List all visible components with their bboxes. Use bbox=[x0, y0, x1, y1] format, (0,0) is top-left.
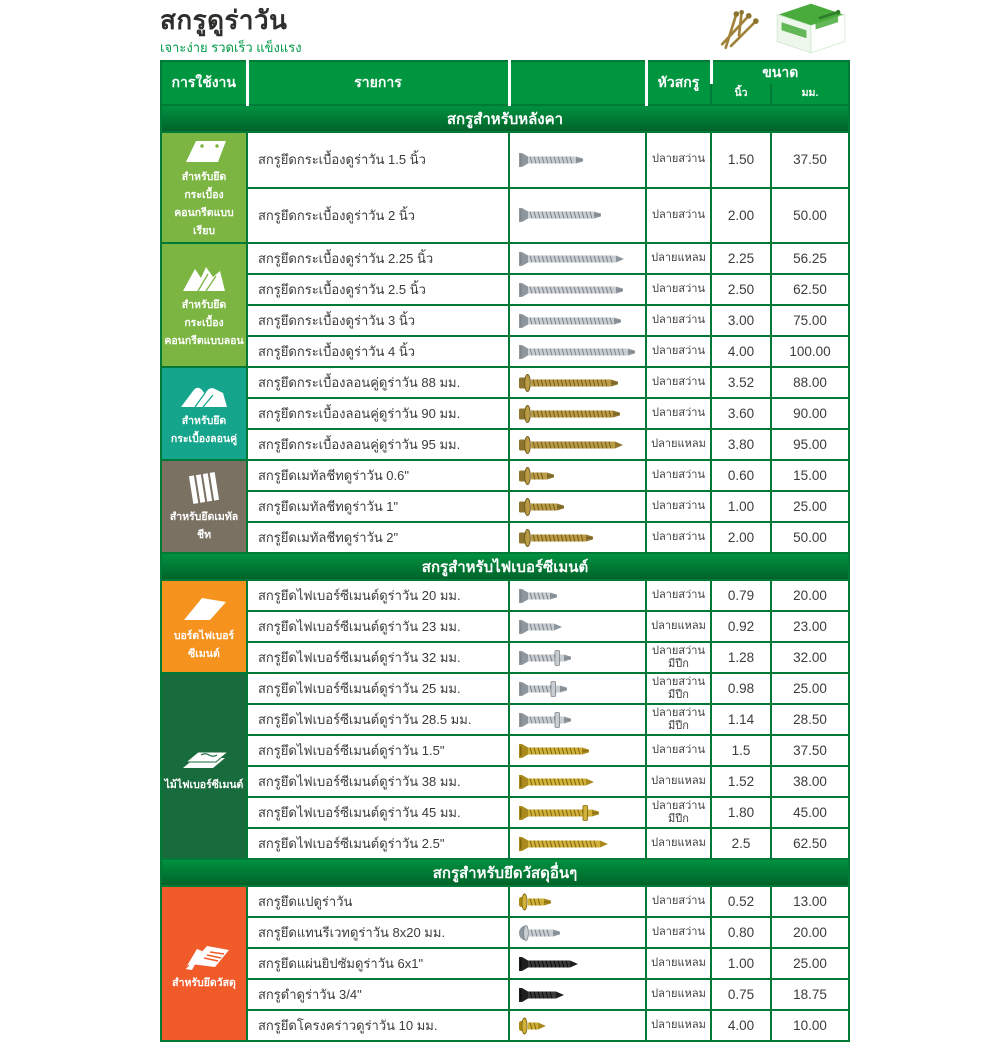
usage-group-cell bbox=[161, 367, 247, 460]
usage-group-label: สำหรับยึดกระเบื้อง คอนกรีตแบบเรียบ bbox=[174, 171, 234, 237]
inch-cell: 0.98 bbox=[711, 673, 771, 704]
item-name-cell: สกรูยึดกระเบื้องดูร่าวัน 2 นิ้ว bbox=[247, 188, 509, 244]
item-name-cell: สกรูยึดไฟเบอร์ซีเมนต์ดูร่าวัน 45 มม. bbox=[247, 797, 509, 828]
mm-cell: 28.50 bbox=[771, 704, 849, 735]
screw-image bbox=[509, 828, 646, 859]
table-header bbox=[161, 61, 849, 105]
item-name-cell: สกรูยึดเมทัลชีทดูร่าวัน 2" bbox=[247, 522, 509, 553]
usage-group-label: สำหรับยึดวัสดุ bbox=[172, 977, 236, 989]
item-name-cell: สกรูยึดแผ่นยิปซัมดูร่าวัน 6x1" bbox=[247, 948, 509, 979]
screw-image bbox=[509, 611, 646, 642]
item-name-cell: สกรูยึดแปดูร่าวัน bbox=[247, 886, 509, 917]
item-name-cell: สกรูยึดกระเบื้องดูร่าวัน 2.5 นิ้ว bbox=[247, 274, 509, 305]
screw-image bbox=[509, 491, 646, 522]
item-name-cell: สกรูยึดเมทัลชีทดูร่าวัน 0.6" bbox=[247, 460, 509, 491]
column-header-item: รายการ bbox=[247, 61, 509, 105]
table-row bbox=[161, 735, 849, 766]
inch-cell: 1.50 bbox=[711, 132, 771, 188]
head-type-cell: ปลายแหลม bbox=[646, 828, 711, 859]
item-name-cell: สกรูยึดไฟเบอร์ซีเมนต์ดูร่าวัน 25 มม. bbox=[247, 673, 509, 704]
table-row bbox=[161, 188, 849, 244]
mm-cell: 45.00 bbox=[771, 797, 849, 828]
item-name-cell: สกรูยึดเมทัลชีทดูร่าวัน 1" bbox=[247, 491, 509, 522]
head-type-cell: ปลายแหลม bbox=[646, 429, 711, 460]
screw-catalog-table bbox=[160, 60, 850, 1042]
screw-image bbox=[509, 429, 646, 460]
item-name-cell: สกรูยึดไฟเบอร์ซีเมนต์ดูร่าวัน 23 มม. bbox=[247, 611, 509, 642]
table-row bbox=[161, 367, 849, 398]
inch-cell: 0.92 bbox=[711, 611, 771, 642]
table-row bbox=[161, 886, 849, 917]
item-name-cell: สกรูยึดไฟเบอร์ซีเมนต์ดูร่าวัน 1.5" bbox=[247, 735, 509, 766]
item-name-cell: สกรูดำดูร่าวัน 3/4" bbox=[247, 979, 509, 1010]
head-type-cell: ปลายสว่าน bbox=[646, 886, 711, 917]
inch-cell: 2.00 bbox=[711, 188, 771, 244]
usage-group-label: บอร์ดไฟเบอร์ซีเมนต์ bbox=[173, 630, 235, 660]
item-name-cell: สกรูยึดไฟเบอร์ซีเมนต์ดูร่าวัน 28.5 มม. bbox=[247, 704, 509, 735]
inch-cell: 1.00 bbox=[711, 948, 771, 979]
head-type-cell: ปลายแหลม bbox=[646, 948, 711, 979]
mm-cell: 32.00 bbox=[771, 642, 849, 673]
inch-cell: 4.00 bbox=[711, 336, 771, 367]
screw-image bbox=[509, 917, 646, 948]
screw-image bbox=[509, 336, 646, 367]
head-type-cell: ปลายสว่าน bbox=[646, 305, 711, 336]
head-type-cell: ปลายสว่าน bbox=[646, 522, 711, 553]
head-type-cell: ปลายแหลม bbox=[646, 766, 711, 797]
table-row bbox=[161, 522, 849, 553]
table-row bbox=[161, 132, 849, 188]
mm-cell: 18.75 bbox=[771, 979, 849, 1010]
head-type-cell: ปลายแหลม bbox=[646, 979, 711, 1010]
inch-cell: 0.75 bbox=[711, 979, 771, 1010]
usage-group-label: สำหรับยึดกระเบื้อง คอนกรีตแบบลอน bbox=[164, 298, 244, 347]
screw-image bbox=[509, 460, 646, 491]
table-row bbox=[161, 243, 849, 274]
flat-tile-icon bbox=[176, 136, 232, 166]
item-name-cell: สกรูยึดกระเบื้องดูร่าวัน 1.5 นิ้ว bbox=[247, 132, 509, 188]
inch-cell: 2.50 bbox=[711, 274, 771, 305]
inch-cell: 3.00 bbox=[711, 305, 771, 336]
inch-cell: 0.80 bbox=[711, 917, 771, 948]
inch-cell: 1.80 bbox=[711, 797, 771, 828]
double-corrugated-tile-icon bbox=[176, 380, 232, 410]
table-row bbox=[161, 766, 849, 797]
screw-image bbox=[509, 132, 646, 188]
page-subtitle: เจาะง่าย รวดเร็ว แข็งแรง bbox=[160, 39, 302, 55]
usage-group-label: ไม้ไฟเบอร์ซีเมนต์ bbox=[164, 778, 244, 791]
table-row bbox=[161, 948, 849, 979]
mm-cell: 62.50 bbox=[771, 274, 849, 305]
head-type-cell: ปลายแหลม bbox=[646, 243, 711, 274]
usage-group-cell bbox=[161, 673, 247, 859]
head-type-cell: ปลายสว่าน bbox=[646, 132, 711, 188]
table-row bbox=[161, 797, 849, 828]
fiber-board-icon bbox=[176, 591, 232, 625]
mm-cell: 20.00 bbox=[771, 917, 849, 948]
usage-group-cell bbox=[161, 460, 247, 553]
section-header: สกรูสำหรับหลังคา bbox=[161, 105, 849, 132]
inch-cell: 2.25 bbox=[711, 243, 771, 274]
head-type-cell: ปลายสว่าน มีปีก bbox=[646, 797, 711, 828]
inch-cell: 0.79 bbox=[711, 580, 771, 611]
mm-cell: 15.00 bbox=[771, 460, 849, 491]
mm-cell: 56.25 bbox=[771, 243, 849, 274]
table-row bbox=[161, 979, 849, 1010]
mm-cell: 10.00 bbox=[771, 1010, 849, 1041]
mm-cell: 37.50 bbox=[771, 132, 849, 188]
screw-image bbox=[509, 243, 646, 274]
item-name-cell: สกรูยึดกระเบื้องลอนคู่ดูร่าวัน 90 มม. bbox=[247, 398, 509, 429]
metal-sheet-icon bbox=[176, 470, 232, 506]
section-header: สกรูสำหรับยึดวัสดุอื่นๆ bbox=[161, 859, 849, 886]
table-row bbox=[161, 611, 849, 642]
column-header-inch: นิ้ว bbox=[711, 84, 771, 105]
page-title: สกรูดูร่าวัน bbox=[160, 5, 288, 35]
column-header-size: ขนาด bbox=[711, 61, 849, 84]
inch-cell: 1.00 bbox=[711, 491, 771, 522]
screw-image bbox=[509, 305, 646, 336]
inch-cell: 3.52 bbox=[711, 367, 771, 398]
mm-cell: 25.00 bbox=[771, 491, 849, 522]
head-type-cell: ปลายสว่าน bbox=[646, 580, 711, 611]
item-name-cell: สกรูยึดกระเบื้องลอนคู่ดูร่าวัน 88 มม. bbox=[247, 367, 509, 398]
table-row bbox=[161, 1010, 849, 1041]
section-header: สกรูสำหรับไฟเบอร์ซีเมนต์ bbox=[161, 553, 849, 580]
table-row bbox=[161, 336, 849, 367]
mm-cell: 25.00 bbox=[771, 673, 849, 704]
item-name-cell: สกรูยึดไฟเบอร์ซีเมนต์ดูร่าวัน 20 มม. bbox=[247, 580, 509, 611]
screw-image bbox=[509, 797, 646, 828]
head-type-cell: ปลายสว่าน มีปีก bbox=[646, 673, 711, 704]
logo-area bbox=[708, 2, 848, 59]
table-row bbox=[161, 460, 849, 491]
screw-image bbox=[509, 580, 646, 611]
mm-cell: 75.00 bbox=[771, 305, 849, 336]
inch-cell: 1.5 bbox=[711, 735, 771, 766]
head-type-cell: ปลายสว่าน bbox=[646, 491, 711, 522]
head-type-cell: ปลายสว่าน มีปีก bbox=[646, 642, 711, 673]
usage-group-cell bbox=[161, 886, 247, 1041]
head-type-cell: ปลายแหลม bbox=[646, 1010, 711, 1041]
column-header-image bbox=[509, 61, 646, 105]
table-body bbox=[161, 105, 849, 1041]
inch-cell: 0.60 bbox=[711, 460, 771, 491]
item-name-cell: สกรูยึดกระเบื้องลอนคู่ดูร่าวัน 95 มม. bbox=[247, 429, 509, 460]
table-row bbox=[161, 580, 849, 611]
fiber-wood-icon bbox=[176, 740, 232, 774]
table-row bbox=[161, 491, 849, 522]
mm-cell: 95.00 bbox=[771, 429, 849, 460]
head-type-cell: ปลายสว่าน มีปีก bbox=[646, 704, 711, 735]
item-name-cell: สกรูยึดโครงคร่าวดูร่าวัน 10 มม. bbox=[247, 1010, 509, 1041]
table-row bbox=[161, 274, 849, 305]
inch-cell: 4.00 bbox=[711, 1010, 771, 1041]
usage-group-cell bbox=[161, 132, 247, 243]
head-type-cell: ปลายสว่าน bbox=[646, 188, 711, 244]
head-type-cell: ปลายสว่าน bbox=[646, 735, 711, 766]
head-type-cell: ปลายสว่าน bbox=[646, 917, 711, 948]
item-name-cell: สกรูยึดกระเบื้องดูร่าวัน 2.25 นิ้ว bbox=[247, 243, 509, 274]
mm-cell: 13.00 bbox=[771, 886, 849, 917]
page-header bbox=[160, 6, 848, 58]
item-name-cell: สกรูยึดแทนรีเวทดูร่าวัน 8x20 มม. bbox=[247, 917, 509, 948]
table-row bbox=[161, 305, 849, 336]
inch-cell: 2.5 bbox=[711, 828, 771, 859]
screw-image bbox=[509, 704, 646, 735]
inch-cell: 3.80 bbox=[711, 429, 771, 460]
corrugated-tile-icon bbox=[176, 262, 232, 294]
materials-icon bbox=[176, 936, 232, 972]
product-box-icon bbox=[774, 2, 848, 59]
mm-cell: 62.50 bbox=[771, 828, 849, 859]
inch-cell: 1.28 bbox=[711, 642, 771, 673]
item-name-cell: สกรูยึดไฟเบอร์ซีเมนต์ดูร่าวัน 2.5" bbox=[247, 828, 509, 859]
column-header-head: หัวสกรู bbox=[646, 61, 711, 105]
table-row bbox=[161, 429, 849, 460]
inch-cell: 0.52 bbox=[711, 886, 771, 917]
inch-cell: 1.52 bbox=[711, 766, 771, 797]
screw-image bbox=[509, 979, 646, 1010]
screw-image bbox=[509, 274, 646, 305]
screw-image bbox=[509, 522, 646, 553]
head-type-cell: ปลายสว่าน bbox=[646, 336, 711, 367]
item-name-cell: สกรูยึดไฟเบอร์ซีเมนต์ดูร่าวัน 32 มม. bbox=[247, 642, 509, 673]
head-type-cell: ปลายสว่าน bbox=[646, 367, 711, 398]
inch-cell: 3.60 bbox=[711, 398, 771, 429]
column-header-usage: การใช้งาน bbox=[161, 61, 247, 105]
mm-cell: 25.00 bbox=[771, 948, 849, 979]
mm-cell: 90.00 bbox=[771, 398, 849, 429]
mm-cell: 50.00 bbox=[771, 522, 849, 553]
screw-image bbox=[509, 948, 646, 979]
screw-image bbox=[509, 766, 646, 797]
mm-cell: 37.50 bbox=[771, 735, 849, 766]
screw-image bbox=[509, 188, 646, 244]
inch-cell: 1.14 bbox=[711, 704, 771, 735]
usage-group-label: สำหรับยึด กระเบื้องลอนคู่ bbox=[170, 415, 238, 445]
mm-cell: 38.00 bbox=[771, 766, 849, 797]
screw-image bbox=[509, 642, 646, 673]
item-name-cell: สกรูยึดกระเบื้องดูร่าวัน 4 นิ้ว bbox=[247, 336, 509, 367]
brass-screws-icon bbox=[708, 6, 770, 59]
table-row bbox=[161, 642, 849, 673]
head-type-cell: ปลายสว่าน bbox=[646, 398, 711, 429]
inch-cell: 2.00 bbox=[711, 522, 771, 553]
usage-group-cell bbox=[161, 243, 247, 367]
screw-image bbox=[509, 735, 646, 766]
head-type-cell: ปลายแหลม bbox=[646, 611, 711, 642]
mm-cell: 20.00 bbox=[771, 580, 849, 611]
mm-cell: 23.00 bbox=[771, 611, 849, 642]
table-row bbox=[161, 917, 849, 948]
screw-image bbox=[509, 673, 646, 704]
column-header-mm: มม. bbox=[771, 84, 849, 105]
mm-cell: 50.00 bbox=[771, 188, 849, 244]
usage-group-cell bbox=[161, 580, 247, 673]
head-type-cell: ปลายสว่าน bbox=[646, 274, 711, 305]
screw-image bbox=[509, 1010, 646, 1041]
item-name-cell: สกรูยึดไฟเบอร์ซีเมนต์ดูร่าวัน 38 มม. bbox=[247, 766, 509, 797]
mm-cell: 88.00 bbox=[771, 367, 849, 398]
mm-cell: 100.00 bbox=[771, 336, 849, 367]
table-row bbox=[161, 828, 849, 859]
screw-image bbox=[509, 886, 646, 917]
head-type-cell: ปลายสว่าน bbox=[646, 460, 711, 491]
screw-image bbox=[509, 398, 646, 429]
screw-image bbox=[509, 367, 646, 398]
item-name-cell: สกรูยึดกระเบื้องดูร่าวัน 3 นิ้ว bbox=[247, 305, 509, 336]
table-row bbox=[161, 704, 849, 735]
table-row bbox=[161, 398, 849, 429]
usage-group-label: สำหรับยึดเมทัลชีท bbox=[169, 511, 239, 541]
table-row bbox=[161, 673, 849, 704]
